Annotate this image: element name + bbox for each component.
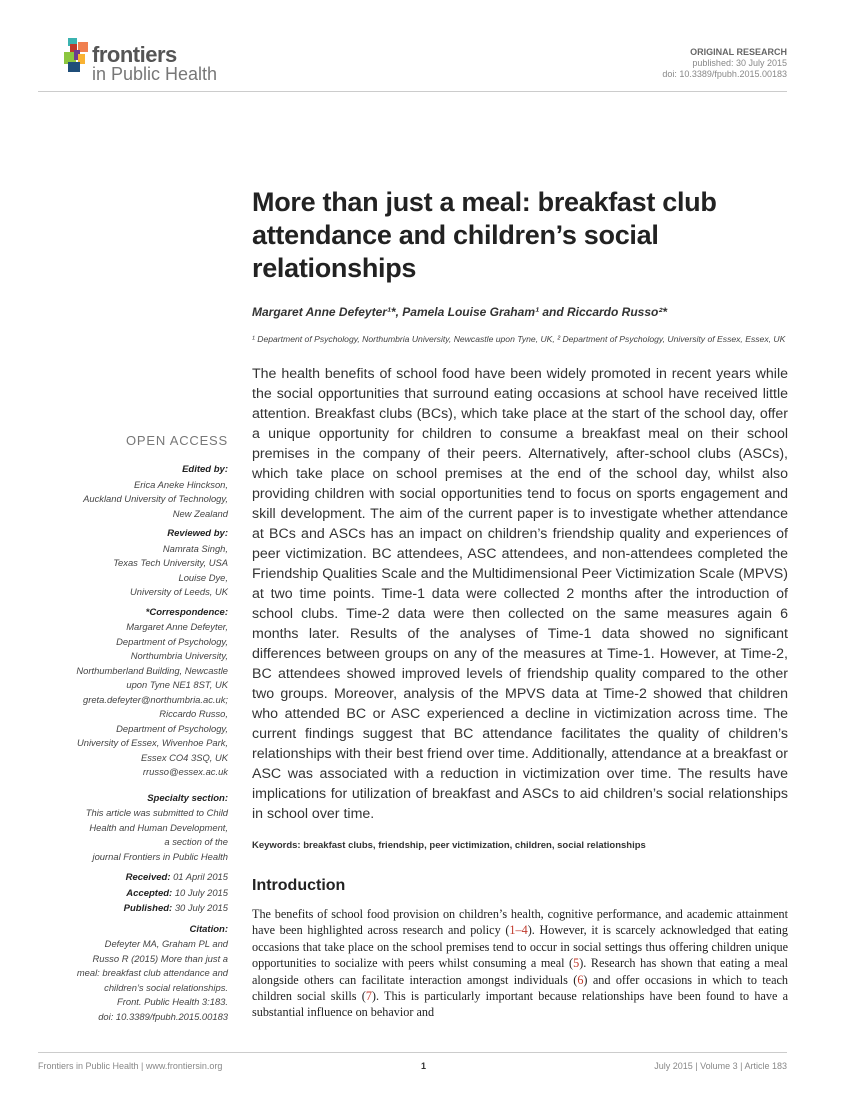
line: Essex CO4 3SQ, UK xyxy=(140,751,228,763)
line: children’s social relationships. xyxy=(104,981,228,993)
line: journal Frontiers in Public Health xyxy=(92,850,228,862)
citation-section xyxy=(28,923,228,1025)
keywords-text: breakfast clubs, friendship, peer victimization, children, social relationships xyxy=(300,840,646,851)
line: Department of Psychology, xyxy=(116,722,228,734)
text: ). This is particularly important because relationships have been found to have a substantial influence on behavior and xyxy=(252,989,789,1020)
line: Health and Human Development, xyxy=(89,821,228,833)
edited-by-section xyxy=(28,463,228,521)
article-title: More than just a meal: breakfast club attendance and children’s social relationships xyxy=(252,187,717,283)
published-date: 30 July 2015 xyxy=(172,902,228,913)
specialty-section xyxy=(28,792,228,865)
reviewed-by-section xyxy=(28,527,228,600)
received-date: 01 April 2015 xyxy=(170,871,228,882)
line: Front. Public Health 3:183. xyxy=(117,996,228,1007)
text: The benefits of school food provision on children’s health, cognitive performance, and academic attainment have been highlighted across research and policy ( xyxy=(252,907,788,938)
line: This article was submitted to Child xyxy=(85,807,228,818)
text: ). However, it is scarcely acknowledged that eating occasions that take place on the school premises tend to occur in social settings thus offering children unique opportunities to socialize with peers whilst consuming a meal ( xyxy=(252,923,788,971)
authors: Margaret Anne Defeyter¹*, Pamela Louise Graham¹ and Riccardo Russo²* xyxy=(252,305,668,319)
line: University of Leeds, UK xyxy=(130,586,228,597)
line: Northumberland Building, Newcastle xyxy=(76,664,228,676)
open-access-label: OPEN ACCESS xyxy=(126,433,228,448)
line: Erica Aneke Hinckson, xyxy=(134,478,228,490)
line: meal: breakfast club attendance and xyxy=(76,967,228,978)
doi[interactable]: doi: 10.3389/fpubh.2015.00183 xyxy=(662,69,787,79)
line: Defeyter MA, Graham PL and xyxy=(104,938,228,949)
footer-journal[interactable]: Frontiers in Public Health | www.frontiersin.org xyxy=(38,1061,223,1071)
sidebar xyxy=(28,433,228,1030)
keywords xyxy=(252,840,788,852)
line: doi: 10.3389/fpubh.2015.00183 xyxy=(98,1010,228,1022)
section-heading: Specialty section: xyxy=(147,792,228,804)
published-label: Published: xyxy=(123,903,173,914)
introduction-paragraph xyxy=(252,906,788,1021)
section-heading: Citation: xyxy=(189,923,228,935)
line: University of Essex, Wivenhoe Park, xyxy=(76,737,228,748)
article-meta xyxy=(662,47,787,80)
accepted-date: 10 July 2015 xyxy=(172,886,228,898)
main-column xyxy=(252,186,788,1021)
line: Auckland University of Technology, xyxy=(83,493,228,504)
citation-link[interactable]: 6 xyxy=(577,972,584,987)
section-heading: Edited by: xyxy=(182,464,228,475)
header-divider xyxy=(38,91,787,92)
email-link[interactable]: rrusso@essex.ac.uk xyxy=(142,766,228,777)
section-heading: Reviewed by: xyxy=(167,528,228,539)
line: Louise Dye, xyxy=(178,571,228,583)
footer-divider xyxy=(38,1052,787,1053)
text: ). Research has shown that eating a meal alongside others can facilitate interaction amongst individuals ( xyxy=(252,956,788,987)
section-heading-introduction: Introduction xyxy=(252,877,346,894)
line: Namrata Singh, xyxy=(162,542,228,554)
article-type: ORIGINAL RESEARCH xyxy=(690,47,787,57)
citation-link[interactable]: 5 xyxy=(573,956,580,971)
logo-text: frontiers xyxy=(92,42,177,67)
line: Northumbria University, xyxy=(130,650,228,661)
journal-name: in Public Health xyxy=(92,64,218,84)
section-heading: *Correspondence: xyxy=(145,606,228,618)
keywords-label: Keywords: xyxy=(252,840,301,851)
line: Margaret Anne Defeyter, xyxy=(126,621,228,632)
abstract: The health benefits of school food have been widely promoted in recent years while the social opportunities that surround eating occasions at school have received little attention. Breakfast clubs (BCs), which take place at the start of the school day, offer a unique opportunity for children to consume a breakfast meal on their school premises in the company of their peers. Alternatively, after-school clubs (ASCs), which take place on school premises at the end of the school day, whilst also providing children with social opportunities tend to focus on sports engagement and skill development. The aim of the current paper is to investigate whether attendance at BCs and ASCs has an impact on children’s friendship quality and experiences of peer victimization. BC attendees, ASC attendees, and non-attendees completed the Friendship Qualities Scale and the Multidimensional Peer Victimization Scale (MPVS) at two time points. Time-1 data were collected 2 months after the introduction of school clubs. Time-2 data were then collected on the same measures again 6 months later. Results of the analyses of Time-1 data showed no significant differences between groups on any of the measures at Time-1. However, at Time-2, BC attendees showed improved levels of friendship quality compared to the other two groups. Moreover, analysis of the MPVS data at Time-2 showed that children who attended BC or ASC experienced a decline in victimization across time. The current findings suggest that BC attendance facilitates the quality of children’s relationships with their best friend over time. Additionally, attendance at a breakfast or ASC was associated with a reduction in victimization over time. The results have implications for utilization of breakfast and ASCs to aid children’s social relationships in school over time. xyxy=(252,366,788,822)
footer-issue: July 2015 | Volume 3 | Article 183 xyxy=(654,1061,787,1071)
affiliations: ¹ Department of Psychology, Northumbria University, Newcastle upon Tyne, UK, ² Department of Psychology, University of Essex, Essex, UK xyxy=(252,334,786,344)
published-date: published: 30 July 2015 xyxy=(692,58,787,68)
text: ) and offer occasions in which to teach children social skills ( xyxy=(252,972,788,1004)
line: a section of the xyxy=(164,836,228,847)
citation-link[interactable]: 7 xyxy=(365,989,372,1004)
received-label: Received: xyxy=(125,872,171,883)
page-number: 1 xyxy=(421,1061,427,1071)
logo-cubes-icon xyxy=(62,36,92,76)
citation-link[interactable]: 1–4 xyxy=(509,923,528,938)
correspondence-section xyxy=(28,606,228,780)
line: upon Tyne NE1 8ST, UK xyxy=(126,679,228,690)
line: Texas Tech University, USA xyxy=(113,557,228,568)
email-link[interactable]: greta.defeyter@northumbria.ac.uk; xyxy=(82,693,228,705)
line: Russo R (2015) More than just a xyxy=(92,952,228,964)
line: Department of Psychology, xyxy=(116,635,228,647)
accepted-label: Accepted: xyxy=(126,887,173,899)
dates-section xyxy=(28,870,228,917)
line: Riccardo Russo, xyxy=(159,708,228,719)
line: New Zealand xyxy=(172,507,228,519)
frontiers-logo[interactable] xyxy=(62,36,262,86)
